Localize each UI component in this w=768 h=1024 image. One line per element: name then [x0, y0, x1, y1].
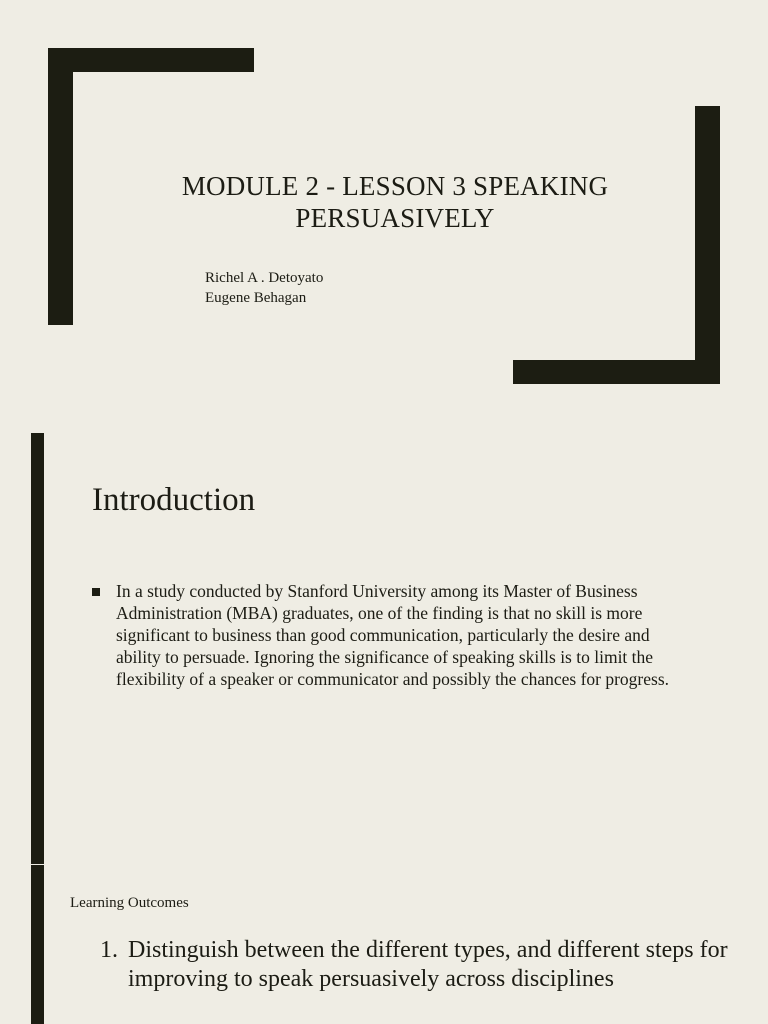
- corner-bracket-top-left-horizontal: [48, 48, 254, 72]
- author-name: Richel A . Detoyato: [205, 270, 324, 286]
- learning-outcomes-slide: [0, 864, 768, 1024]
- introduction-slide: [0, 432, 768, 864]
- slide-title: MODULE 2 - LESSON 3 SPEAKING PERSUASIVELY: [181, 171, 609, 233]
- title-slide: [0, 0, 768, 432]
- bullet-item: [92, 580, 692, 690]
- author-name: Eugene Behagan: [205, 290, 307, 306]
- corner-bracket-top-left-vertical: [48, 48, 73, 325]
- square-bullet-icon: [92, 588, 100, 596]
- author-list: [205, 268, 323, 308]
- left-accent-bar: [31, 865, 44, 1024]
- left-accent-bar: [31, 433, 44, 864]
- section-label: Learning Outcomes: [70, 895, 189, 911]
- slide-heading: Introduction: [92, 482, 256, 518]
- corner-bracket-bottom-right-vertical: [695, 106, 720, 384]
- outcome-text: Distinguish between the different types, and different steps for improving to speak persuasively across disciplines: [128, 937, 728, 992]
- bullet-text: In a study conducted by Stanford University among its Master of Business Administration (MBA) graduates, one of the finding is that no skill is more significant to business than good communication, particularly the desire and ability to persuade. Ignoring the significance of speaking skills is to limit the flexibility of a speaker or communicator and possibly the chances for progress.: [116, 581, 670, 689]
- outcome-item: [100, 936, 740, 994]
- corner-bracket-bottom-right-horizontal: [513, 360, 720, 384]
- outcome-number: 1.: [100, 937, 118, 963]
